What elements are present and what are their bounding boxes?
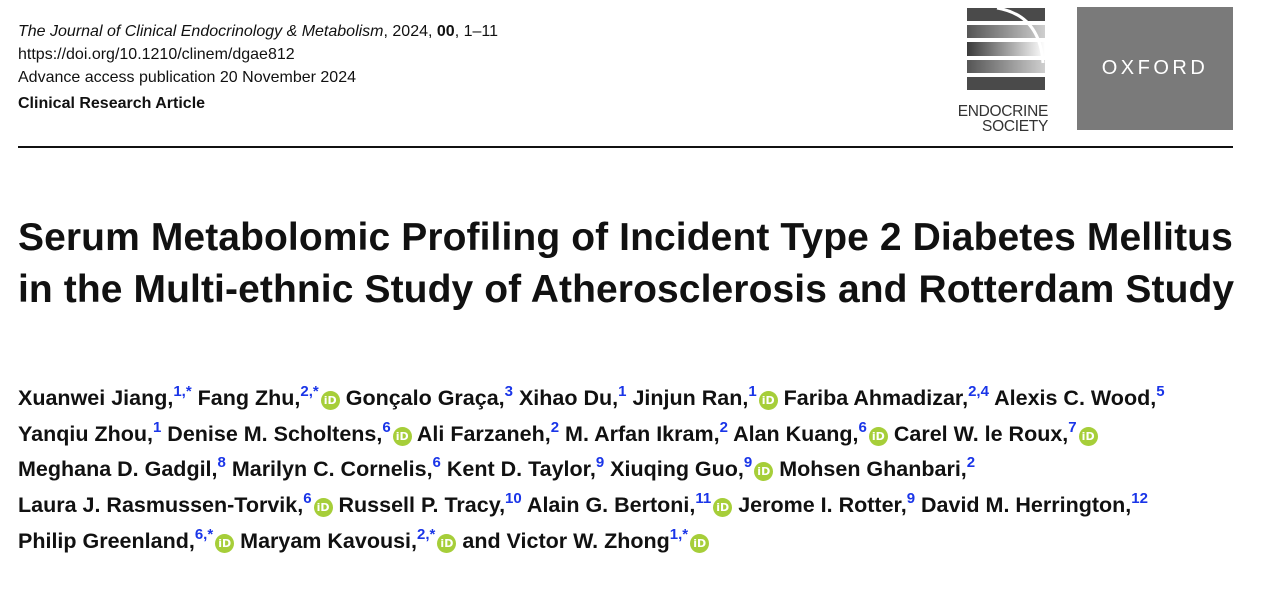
journal-volume: 00 <box>436 23 455 40</box>
author-entry <box>462 525 709 553</box>
author-name: Carel W. le Roux, <box>893 421 1069 446</box>
orcid-icon[interactable]: iD <box>321 391 340 410</box>
oxford-wordmark: OXFORD <box>1101 57 1209 79</box>
journal-year: , 2024, <box>383 23 437 40</box>
author-entry <box>18 490 333 518</box>
orcid-icon[interactable]: iD <box>393 427 412 446</box>
affiliation-marker[interactable]: 12 <box>1131 490 1148 508</box>
author-entry <box>526 490 732 518</box>
affiliation-marker[interactable]: 8 <box>217 454 226 472</box>
author-entry <box>893 418 1098 446</box>
affiliation-marker[interactable]: 2 <box>966 454 976 472</box>
author-entry <box>921 490 1148 518</box>
author-entry <box>231 454 441 482</box>
orcid-icon[interactable]: iD <box>754 462 773 481</box>
affiliation-marker[interactable]: 6 <box>432 454 441 472</box>
affiliation-marker[interactable]: 2 <box>719 418 728 436</box>
author-name: Denise M. Scholtens, <box>167 421 383 446</box>
affiliation-marker[interactable]: 3 <box>504 383 513 400</box>
orcid-icon[interactable]: iD <box>690 534 709 553</box>
author-entry <box>197 383 340 410</box>
journal-citation <box>18 20 498 43</box>
oxford-logo[interactable] <box>1077 7 1233 130</box>
author-name: Xuanwei Jiang, <box>18 386 174 410</box>
author-name: Ali Farzaneh, <box>416 421 551 446</box>
affiliation-marker[interactable]: 9 <box>906 490 916 508</box>
author-name: and Victor W. Zhong <box>462 528 670 553</box>
affiliation-marker[interactable]: 11 <box>695 490 712 508</box>
author-entry <box>18 454 226 482</box>
affiliation-marker[interactable]: 1,* <box>173 383 192 400</box>
affiliation-marker[interactable]: 1 <box>748 383 757 400</box>
author-name: Kent D. Taylor, <box>446 457 596 482</box>
affiliation-marker[interactable]: 9 <box>595 454 605 472</box>
affiliation-marker[interactable]: 5 <box>1156 383 1165 400</box>
author-entry <box>240 525 456 553</box>
affiliation-marker[interactable]: 7 <box>1068 418 1077 436</box>
orcid-icon[interactable]: iD <box>437 534 456 553</box>
author-name: Philip Greenland, <box>18 528 195 553</box>
author-entry <box>565 418 728 446</box>
orcid-icon[interactable]: iD <box>713 498 732 517</box>
article-header-meta <box>18 20 498 115</box>
author-name: Alain G. Bertoni, <box>526 493 696 518</box>
orcid-icon[interactable]: iD <box>314 498 333 517</box>
orcid-icon[interactable]: iD <box>869 427 888 446</box>
author-name: Alexis C. Wood, <box>994 386 1157 410</box>
author-name: Marilyn C. Cornelis, <box>231 457 433 482</box>
author-entry <box>783 383 989 410</box>
author-name: Jerome I. Rotter, <box>738 493 907 518</box>
author-name: Fariba Ahmadizar, <box>783 386 969 410</box>
author-entry <box>518 383 627 410</box>
affiliation-marker[interactable]: 1,* <box>669 525 689 543</box>
author-entry <box>733 418 888 446</box>
endocrine-society-logo[interactable] <box>935 8 1050 140</box>
author-entry <box>779 454 976 482</box>
author-name: Meghana D. Gadgil, <box>18 457 218 482</box>
endocrine-wordmark-line2: SOCIETY <box>982 118 1048 135</box>
header-divider <box>18 146 1233 148</box>
author-name: Alan Kuang, <box>733 421 859 446</box>
author-entry <box>632 383 777 410</box>
author-list <box>18 381 1258 560</box>
author-entry <box>345 383 513 410</box>
affiliation-marker[interactable]: 2,* <box>300 383 319 400</box>
advance-access-date: Advance access publication 20 November 2024 <box>18 69 356 86</box>
affiliation-marker[interactable]: 2 <box>550 418 560 436</box>
orcid-icon[interactable]: iD <box>759 391 778 410</box>
journal-pages: , 1–11 <box>454 23 498 40</box>
author-name: Jinjun Ran, <box>632 386 749 410</box>
author-entry <box>416 418 560 446</box>
endocrine-society-emblem-icon <box>967 8 1045 90</box>
author-name: Mohsen Ghanbari, <box>779 457 967 482</box>
affiliation-marker[interactable]: 1 <box>152 418 162 436</box>
author-name: Yanqiu Zhou, <box>18 421 153 446</box>
author-entry <box>167 418 411 446</box>
affiliation-marker[interactable]: 6 <box>858 418 867 436</box>
author-name: Gonçalo Graça, <box>345 386 505 410</box>
orcid-icon[interactable]: iD <box>1079 427 1098 446</box>
orcid-icon[interactable]: iD <box>215 534 234 553</box>
article-type: Clinical Research Article <box>18 95 206 112</box>
author-entry <box>18 525 234 553</box>
author-entry <box>446 454 605 482</box>
affiliation-marker[interactable]: 6,* <box>194 525 214 543</box>
author-entry <box>994 383 1165 410</box>
author-entry <box>338 490 522 518</box>
author-name: Maryam Kavousi, <box>240 528 418 553</box>
author-name: Laura J. Rasmussen-Torvik, <box>18 493 304 518</box>
author-entry <box>18 383 192 410</box>
endocrine-society-wordmark <box>935 104 1048 134</box>
affiliation-marker[interactable]: 6 <box>382 418 391 436</box>
affiliation-marker[interactable]: 2,* <box>417 525 436 543</box>
author-name: David M. Herrington, <box>921 493 1132 518</box>
author-name: Russell P. Tracy, <box>338 493 506 518</box>
affiliation-marker[interactable]: 9 <box>743 454 753 472</box>
journal-name: The Journal of Clinical Endocrinology & Metabolism <box>18 23 384 40</box>
author-entry <box>610 454 773 482</box>
author-name: Xiuqing Guo, <box>610 457 744 482</box>
affiliation-marker[interactable]: 10 <box>505 490 522 508</box>
affiliation-marker[interactable]: 2,4 <box>968 383 989 400</box>
doi-link[interactable]: https://doi.org/10.1210/clinem/dgae812 <box>18 46 295 63</box>
affiliation-marker[interactable]: 6 <box>303 490 312 508</box>
author-name: Fang Zhu, <box>197 386 301 410</box>
affiliation-marker[interactable]: 1 <box>618 383 627 400</box>
author-entry <box>18 418 162 446</box>
endocrine-wordmark-line1: ENDOCRINE <box>957 103 1048 120</box>
author-name: M. Arfan Ikram, <box>565 421 720 446</box>
author-name: Xihao Du, <box>518 386 619 410</box>
article-title: Serum Metabolomic Profiling of Incident Type 2 Diabetes Mellitus in the Multi-ethnic Study of Atherosclerosis and Rotterdam Study <box>18 216 1235 311</box>
author-entry <box>738 490 916 518</box>
